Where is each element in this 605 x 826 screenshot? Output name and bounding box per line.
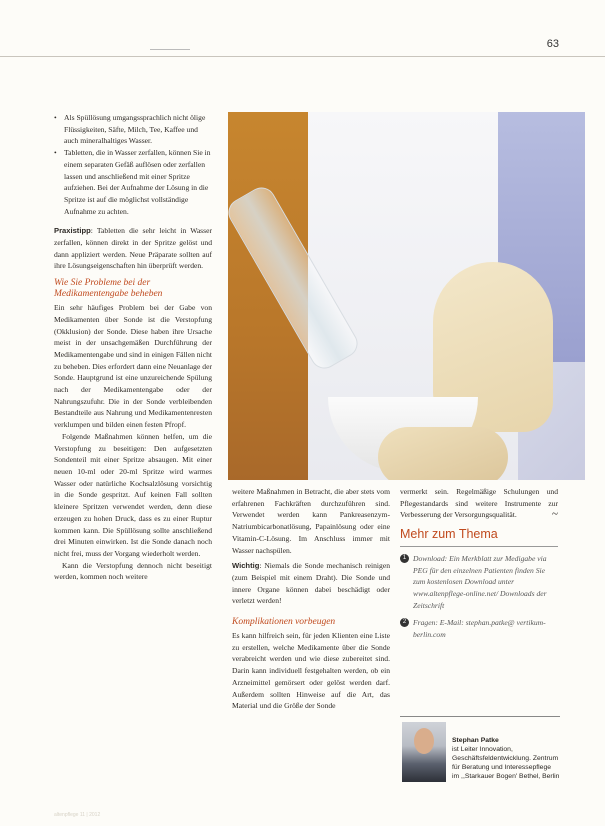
photo-hand [378,427,508,480]
number-badge: 2 [400,618,409,627]
author-info [452,736,560,781]
section-heading: Komplikationen vorbeugen [232,617,336,628]
wichtig-paragraph [232,560,390,607]
bullet-item: • Tabletten, die in Wasser zerfallen, können Sie in einem separaten Gefäß auflösen oder zerfallen lassen und anschließend mit einer Spritze aufziehen. Bei der Aufnahme der Lösung in die Spritze ist auf die möglichst vollständige Aufnahme zu achten. [54,147,212,217]
info-text: Fragen: E-Mail: stephan.patke@ vertikum-berlin.com [413,618,546,640]
author-name: Stephan Patke [452,737,499,744]
author-bio: ist Leiter Innovation, Geschäftsfeldentwicklung. Zentrum für Beratung und Interessepflege im ,,Starkauer Bogen' Bethel, Berlin [452,746,560,780]
body-paragraph: Kann die Verstopfung dennoch nicht beseitigt werden, kommen noch weitere [54,560,212,582]
end-mark: ~ [552,508,558,521]
body-paragraph: Ein sehr häufiges Problem bei der Gabe von Medikamenten über Sonde ist die Verstopfung (Okklusion) der Sonde. Diese haben ihre Ursache meist in der unsachgemäßen Durchführung der Medikamentengabe und sind in einigen Fällen nicht zu beheben. Dies erfordert dann eine Neuanlage der Sonde. Hauptgrund ist eine unzureichende Spülung nach der Medikamentengabe oder der Nahrungszufuhr. Die in der Sonde verbleibenden Bestandteile aus Nahrung und Medikamentenresten verklumpen und bilden einen festen Pfropf. [54,303,212,430]
author-photo [402,722,446,782]
column-2 [232,486,390,712]
body-paragraph: Es kann hilfreich sein, für jeden Klienten eine Liste zu erstellen, welche Medikamente über die Sonde verabreicht werden und wie diese zubereitet sind. Darin kann individuell festgehalten werden, ob ein Arzneimittel gemörsert oder gelöst werden darf. Außerdem sollten Hinweise auf die Art, das Material und die Größe der Sonde [232,631,390,711]
column-1-top [54,112,212,583]
page-number: 63 [546,38,559,50]
body-text: vermerkt sein. Regelmäßige Schulungen und Pflegestandards sind weitere Instrumente zur Verbesserung der Versorgungsqualität. [400,487,558,520]
box-title: Mehr zum Thema [400,527,498,542]
body-paragraph: Folgende Maßnahmen können helfen, um die Verstopfung zu beseitigen: Den aufgesetzten Sondenteil mit einer Spritze absaugen. Mit einer neuen 10-ml oder 20-ml Spritze wird warmes Wasser oder natürliche Kochsalzlösung vorsichtig in die Sonde gespritzt. Auf keinen Fall sollten kleinere Spritzen verwendet werden, denn diese erzeugen zu hohen Druck, dass es zu einer Ruptur kommen kann. Die Spüllösung sollte anschließend drei Minuten einwirken. Ist die Sonde danach noch nicht frei, muss der Vorgang wiederholt werden. [54,431,212,558]
bullet-list [54,112,212,217]
header-rule [0,56,605,57]
wichtig-text: : Niemals die Sonde mechanisch reinigen (zum Beispiel mit einem Draht). Die Sonde und innere Organe können dabei beschädigt oder verletzt werden! [232,561,390,606]
header-tick [150,49,190,50]
praxistipp-text: : Tabletten die sehr leicht in Wasser zerfallen, können direkt in der Spritze gelöst und dann appliziert werden. Neue Präparate sollten auf ihre Lösungseigenschaften hin überprüft werden. [54,226,212,271]
section-heading: Wie Sie Probleme bei der Medikamentengabe beheben [54,278,163,300]
body-paragraph: weitere Maßnahmen in Betracht, die aber stets vom erfahrenen Fachkräften durchzuführen sind. Verwendet werden kann Pankreasenzym-Natriumbicarbonatlösung, Papainlösung oder eine Vitamin-C-Lösung. Im Anschluss immer mit Wasser nachspülen. [232,487,390,555]
wichtig-label: Wichtig [232,561,260,571]
praxistipp-paragraph [54,225,212,272]
bullet-item: • Als Spüllösung umgangssprachlich nicht ölige Flüssigkeiten, Säfte, Milch, Tee, Kaffee und auch mineralhaltiges Wasser. [54,112,212,147]
footer-text: altenpflege 11 | 2012 [54,812,101,818]
body-paragraph [400,486,558,521]
column-3 [400,486,558,647]
box-rule [400,546,558,547]
author-rule [400,716,560,717]
article-photo [228,112,585,480]
info-text: Download: Ein Merkblatt zur Medigabe via PEG für den einzelnen Patienten finden Sie zum kostenlosen Download unter www.altenpflege-online.net/ Downloads der Zeitschrift [413,553,547,610]
praxistipp-label: Praxistipp [54,226,91,236]
author-box [400,716,560,788]
info-item [400,553,558,612]
info-item [400,617,558,640]
number-badge: 1 [400,554,409,563]
